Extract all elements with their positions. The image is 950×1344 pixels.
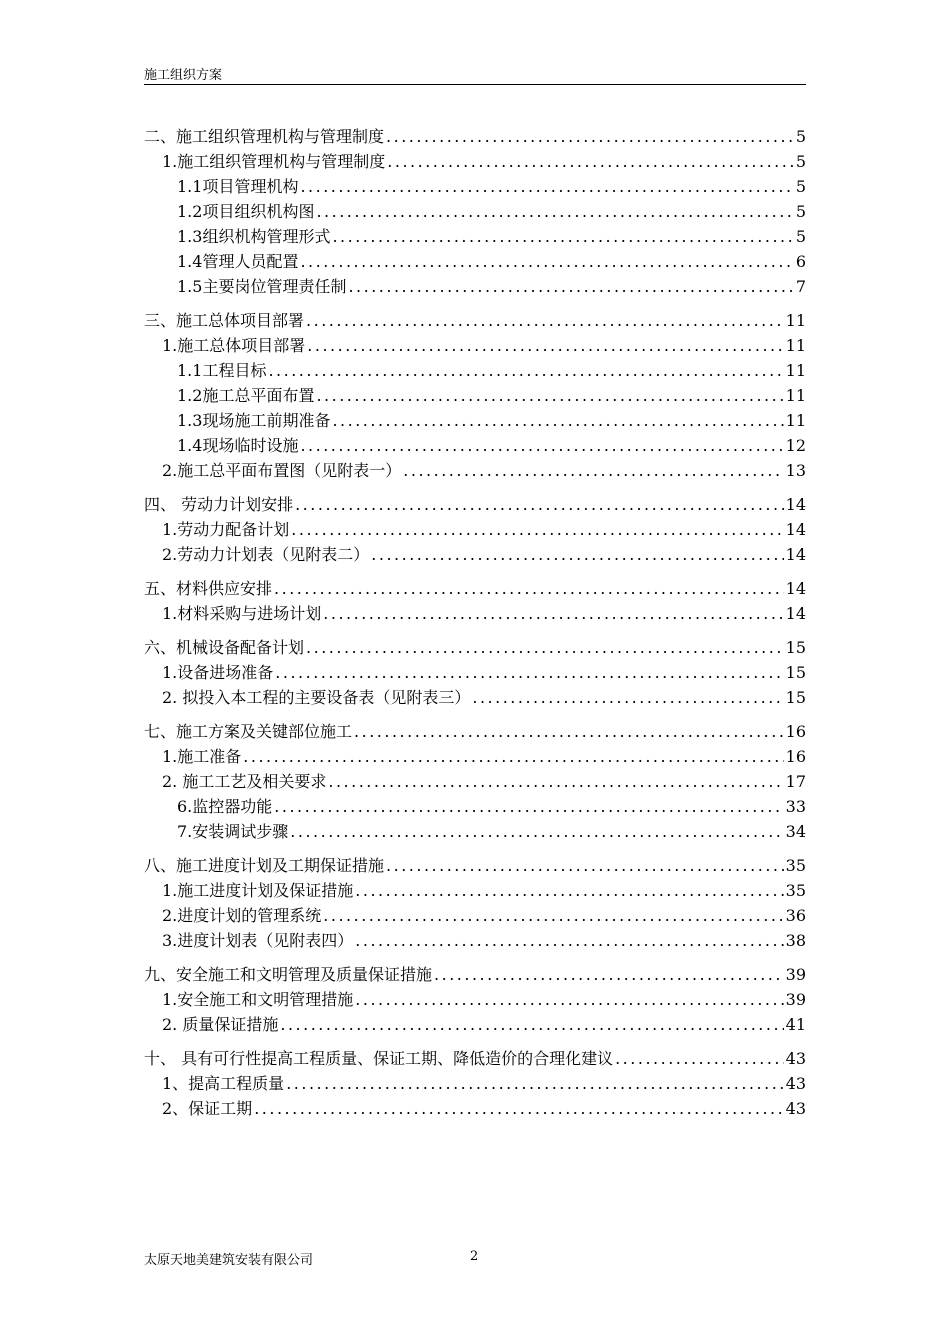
toc-entry-title: 1.施工进度计划及保证措施: [162, 881, 354, 900]
toc-entry-page: 38: [785, 931, 806, 950]
toc-dot-leader: [275, 660, 783, 685]
toc-entry-level2[interactable]: [144, 903, 806, 928]
toc-dot-leader: [300, 174, 793, 199]
toc-entry-level2[interactable]: [144, 517, 806, 542]
toc-entry-page: 6: [795, 252, 806, 271]
toc-entry-title: 七、施工方案及关键部位施工: [144, 722, 353, 741]
toc-entry-level1[interactable]: [144, 308, 806, 333]
toc-entry-title: 1.4管理人员配置: [177, 252, 299, 271]
toc-entry-level3[interactable]: [144, 358, 806, 383]
table-of-contents: [144, 124, 806, 1121]
toc-entry-title: 1.施工准备: [162, 747, 242, 766]
toc-entry-page: 39: [785, 965, 806, 984]
toc-dot-leader: [386, 853, 784, 878]
toc-entry-page: 15: [785, 638, 806, 657]
toc-entry-level3[interactable]: [144, 249, 806, 274]
toc-entry-title: 2.劳动力计划表（见附表二）: [162, 545, 370, 564]
toc-entry-level3[interactable]: [144, 794, 806, 819]
toc-entry-page: 43: [785, 1074, 806, 1093]
toc-entry-level2[interactable]: [144, 1071, 806, 1096]
toc-dot-leader: [300, 249, 793, 274]
toc-entry-level1[interactable]: [144, 635, 806, 660]
toc-entry-level3[interactable]: [144, 199, 806, 224]
toc-entry-title: 九、安全施工和文明管理及质量保证措施: [144, 965, 433, 984]
toc-entry-title: 1.施工总体项目部署: [162, 336, 306, 355]
toc-entry-title: 3.进度计划表（见附表四）: [162, 931, 354, 950]
toc-entry-page: 33: [785, 797, 806, 816]
toc-dot-leader: [355, 987, 783, 1012]
toc-dot-leader: [243, 744, 783, 769]
toc-entry-level2[interactable]: [144, 542, 806, 567]
footer-page-number: 2: [470, 1249, 479, 1264]
toc-entry-level3[interactable]: [144, 408, 806, 433]
toc-entry-page: 15: [785, 688, 806, 707]
toc-entry-level2[interactable]: [144, 149, 806, 174]
toc-dot-leader: [291, 517, 783, 542]
toc-entry-level1[interactable]: [144, 576, 806, 601]
toc-entry-page: 11: [785, 411, 806, 430]
toc-entry-level1[interactable]: [144, 124, 806, 149]
toc-entry-page: 16: [785, 722, 806, 741]
toc-entry-title: 1.施工组织管理机构与管理制度: [162, 152, 386, 171]
footer-company: 太原天地美建筑安装有限公司: [144, 1253, 314, 1268]
toc-entry-page: 16: [785, 747, 806, 766]
toc-dot-leader: [316, 199, 793, 224]
toc-entry-page: 7: [795, 277, 806, 296]
toc-entry-title: 八、施工进度计划及工期保证措施: [144, 856, 385, 875]
toc-entry-level1[interactable]: [144, 1046, 806, 1071]
toc-dot-leader: [323, 601, 783, 626]
toc-entry-title: 1.材料采购与进场计划: [162, 604, 322, 623]
toc-entry-title: 四、 劳动力计划安排: [144, 495, 294, 514]
toc-entry-level2[interactable]: [144, 744, 806, 769]
toc-entry-level2[interactable]: [144, 1096, 806, 1121]
toc-entry-level2[interactable]: [144, 333, 806, 358]
toc-entry-title: 1.3现场施工前期准备: [177, 411, 331, 430]
toc-dot-leader: [306, 308, 784, 333]
toc-dot-leader: [371, 542, 783, 567]
toc-entry-page: 34: [785, 822, 806, 841]
toc-dot-leader: [274, 576, 784, 601]
toc-entry-page: 5: [795, 152, 806, 171]
toc-entry-title: 六、机械设备配备计划: [144, 638, 305, 657]
toc-entry-page: 11: [785, 361, 806, 380]
toc-entry-level3[interactable]: [144, 433, 806, 458]
toc-entry-page: 43: [785, 1099, 806, 1118]
toc-entry-level1[interactable]: [144, 719, 806, 744]
toc-entry-title: 1.安全施工和文明管理措施: [162, 990, 354, 1009]
toc-entry-level3[interactable]: [144, 274, 806, 299]
toc-entry-page: 17: [785, 772, 806, 791]
toc-entry-page: 11: [785, 311, 806, 330]
header-divider: [144, 84, 806, 85]
toc-entry-level1[interactable]: [144, 962, 806, 987]
toc-entry-level2[interactable]: [144, 660, 806, 685]
toc-entry-page: 11: [785, 386, 806, 405]
toc-entry-title: 1.劳动力配备计划: [162, 520, 290, 539]
toc-dot-leader: [332, 224, 793, 249]
toc-entry-page: 5: [795, 177, 806, 196]
toc-entry-title: 五、材料供应安排: [144, 579, 273, 598]
toc-entry-title: 1.1项目管理机构: [177, 177, 299, 196]
toc-entry-title: 2. 质量保证措施: [162, 1015, 279, 1034]
toc-dot-leader: [316, 383, 783, 408]
toc-entry-page: 39: [785, 990, 806, 1009]
toc-dot-leader: [254, 1096, 783, 1121]
toc-dot-leader: [348, 274, 793, 299]
toc-entry-page: 14: [785, 495, 806, 514]
toc-dot-leader: [434, 962, 784, 987]
toc-entry-title: 1、提高工程质量: [162, 1074, 285, 1093]
toc-dot-leader: [290, 819, 783, 844]
toc-entry-page: 35: [785, 856, 806, 875]
toc-dot-leader: [387, 149, 794, 174]
toc-dot-leader: [286, 1071, 783, 1096]
toc-entry-page: 14: [785, 604, 806, 623]
toc-dot-leader: [295, 492, 784, 517]
toc-entry-level2[interactable]: [144, 601, 806, 626]
toc-dot-leader: [615, 1046, 784, 1071]
toc-entry-title: 1.4现场临时设施: [177, 436, 299, 455]
toc-dot-leader: [355, 928, 783, 953]
toc-entry-page: 43: [785, 1049, 806, 1068]
toc-entry-page: 12: [785, 436, 806, 455]
toc-entry-page: 11: [785, 336, 806, 355]
toc-dot-leader: [300, 433, 783, 458]
toc-dot-leader: [323, 903, 783, 928]
toc-entry-title: 1.5主要岗位管理责任制: [177, 277, 347, 296]
toc-dot-leader: [328, 769, 783, 794]
toc-dot-leader: [354, 719, 784, 744]
toc-entry-title: 十、 具有可行性提高工程质量、保证工期、降低造价的合理化建议: [144, 1049, 614, 1068]
toc-dot-leader: [306, 635, 784, 660]
toc-entry-level2[interactable]: [144, 928, 806, 953]
toc-entry-page: 14: [785, 520, 806, 539]
toc-dot-leader: [268, 358, 783, 383]
toc-entry-level2[interactable]: [144, 1012, 806, 1037]
toc-entry-level3[interactable]: [144, 383, 806, 408]
toc-entry-level2[interactable]: [144, 769, 806, 794]
toc-dot-leader: [403, 458, 783, 483]
toc-dot-leader: [274, 794, 783, 819]
toc-entry-level2[interactable]: [144, 878, 806, 903]
toc-entry-page: 14: [785, 545, 806, 564]
toc-entry-level1[interactable]: [144, 492, 806, 517]
toc-entry-page: 13: [785, 461, 806, 480]
toc-entry-page: 5: [795, 227, 806, 246]
toc-entry-level1[interactable]: [144, 853, 806, 878]
toc-entry-page: 14: [785, 579, 806, 598]
toc-entry-page: 5: [795, 127, 806, 146]
toc-entry-level3[interactable]: [144, 174, 806, 199]
toc-entry-level2[interactable]: [144, 685, 806, 710]
toc-dot-leader: [332, 408, 783, 433]
toc-entry-page: 5: [795, 202, 806, 221]
toc-entry-title: 2.施工总平面布置图（见附表一）: [162, 461, 402, 480]
toc-entry-title: 6.监控器功能: [177, 797, 273, 816]
toc-entry-title: 2、保证工期: [162, 1099, 253, 1118]
toc-entry-title: 2. 拟投入本工程的主要设备表（见附表三）: [162, 688, 471, 707]
toc-dot-leader: [307, 333, 783, 358]
toc-entry-title: 1.2项目组织机构图: [177, 202, 315, 221]
toc-entry-page: 41: [785, 1015, 806, 1034]
toc-entry-level3[interactable]: [144, 819, 806, 844]
toc-entry-title: 2. 施工工艺及相关要求: [162, 772, 327, 791]
toc-entry-page: 36: [785, 906, 806, 925]
toc-entry-level3[interactable]: [144, 224, 806, 249]
toc-dot-leader: [280, 1012, 783, 1037]
toc-entry-title: 1.设备进场准备: [162, 663, 274, 682]
toc-entry-page: 15: [785, 663, 806, 682]
toc-entry-title: 1.3组织机构管理形式: [177, 227, 331, 246]
toc-entry-title: 1.2施工总平面布置: [177, 386, 315, 405]
header-title: 施工组织方案: [144, 68, 223, 83]
toc-dot-leader: [386, 124, 794, 149]
toc-entry-title: 2.进度计划的管理系统: [162, 906, 322, 925]
toc-entry-title: 三、施工总体项目部署: [144, 311, 305, 330]
toc-entry-title: 1.1工程目标: [177, 361, 267, 380]
toc-dot-leader: [472, 685, 783, 710]
toc-dot-leader: [355, 878, 783, 903]
toc-entry-title: 二、施工组织管理机构与管理制度: [144, 127, 385, 146]
toc-entry-level2[interactable]: [144, 987, 806, 1012]
toc-entry-level2[interactable]: [144, 458, 806, 483]
toc-entry-page: 35: [785, 881, 806, 900]
toc-entry-title: 7.安装调试步骤: [177, 822, 289, 841]
